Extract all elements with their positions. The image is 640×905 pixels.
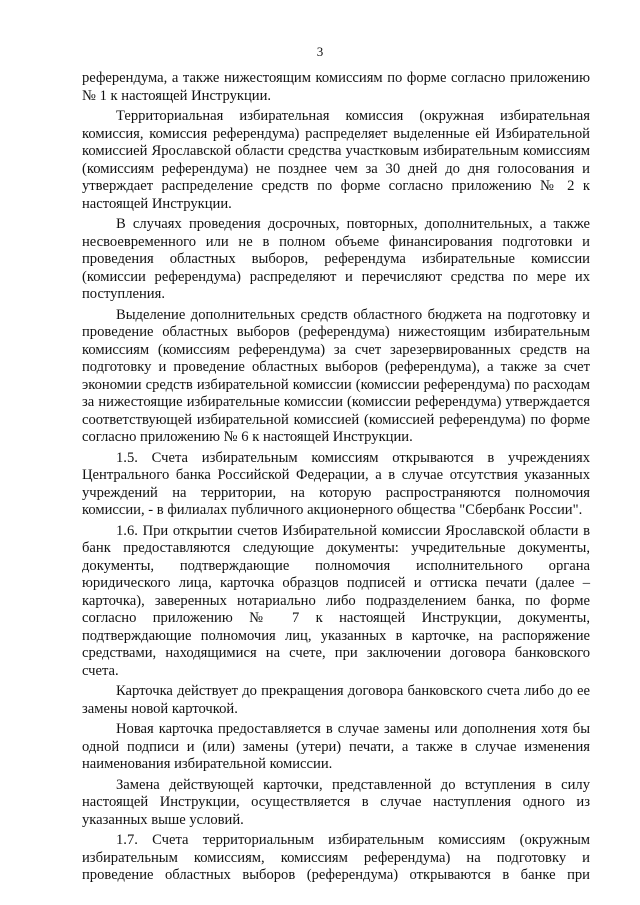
paragraph: 1.7. Счета территориальным избирательным комиссиям (окружным избирательным комиссиям, комиссиям референдума) на подготовку и проведение областных выборов (референдума) открываются в банке при — [82, 832, 590, 883]
paragraph: референдума, а также нижестоящим комиссиям по форме согласно приложению № 1 к настоящей Инструкции. — [82, 70, 590, 104]
paragraph: Выделение дополнительных средств областного бюджета на подготовку и проведение областных выборов (референдума) нижестоящим избирательным комиссиям (комиссиям референдума) за счет зарезервированных средств на подготовку и проведение областных выборов (референдума), а также за счет экономии средств избирательной комиссии (комиссии референдума) по расходам за нижестоящие избирательные комиссии (комиссии референдума) утверждается соответствующей избирательной комиссией (комиссией референдума) по форме согласно приложению № 6 к настоящей Инструкции. — [82, 306, 590, 445]
page-number: 3 — [316, 44, 324, 59]
document-body — [82, 70, 590, 888]
paragraph: Замена действующей карточки, представленной до вступления в силу настоящей Инструкции, осуществляется в случае наступления одного из указанных выше условий. — [82, 776, 590, 828]
paragraph: 1.6. При открытии счетов Избирательной комиссии Ярославской области в банк предоставляются следующие документы: учредительные документы, документы, подтверждающие полномочия исполнительного органа юридического лица, карточка образцов подписей и оттиска печати (далее – карточка), заверенных нотариально либо подразделением банка, по форме согласно приложению № 7 к настоящей Инструкции, документы, подтверждающие полномочия лиц, указанных в карточке, на распоряжение средствами, находящимися на счете, при заключении договора банковского счета. — [82, 522, 590, 679]
paragraph: Территориальная избирательная комиссия (окружная избирательная комиссия, комиссия референдума) распределяет выделенные ей Избирательной комиссией Ярославской области средства участковым избирательным комиссиям (комиссиям референдума) не позднее чем за 30 дней до дня голосования и утверждает распределение средств по форме согласно приложению № 2 к настоящей Инструкции. — [82, 108, 590, 212]
paragraph: Карточка действует до прекращения договора банковского счета либо до ее замены новой карточкой. — [82, 683, 590, 717]
paragraph: 1.5. Счета избирательным комиссиям открываются в учреждениях Центрального банка Российской Федерации, а в случае отсутствия указанных учреждений на территории, на которую распространяются полномочия комиссии, - в филиалах публичного акционерного общества "Сбербанк России". — [82, 449, 590, 518]
paragraph: В случаях проведения досрочных, повторных, дополнительных, а также несвоевременного или не в полном объеме финансирования подготовки и проведения областных выборов, референдума избирательные комиссии (комиссии референдума) распределяют и перечисляют средства по мере их поступления. — [82, 216, 590, 302]
paragraph: Новая карточка предоставляется в случае замены или дополнения хотя бы одной подписи и (или) замены (утери) печати, а также в случае изменения наименования избирательной комиссии. — [82, 721, 590, 772]
